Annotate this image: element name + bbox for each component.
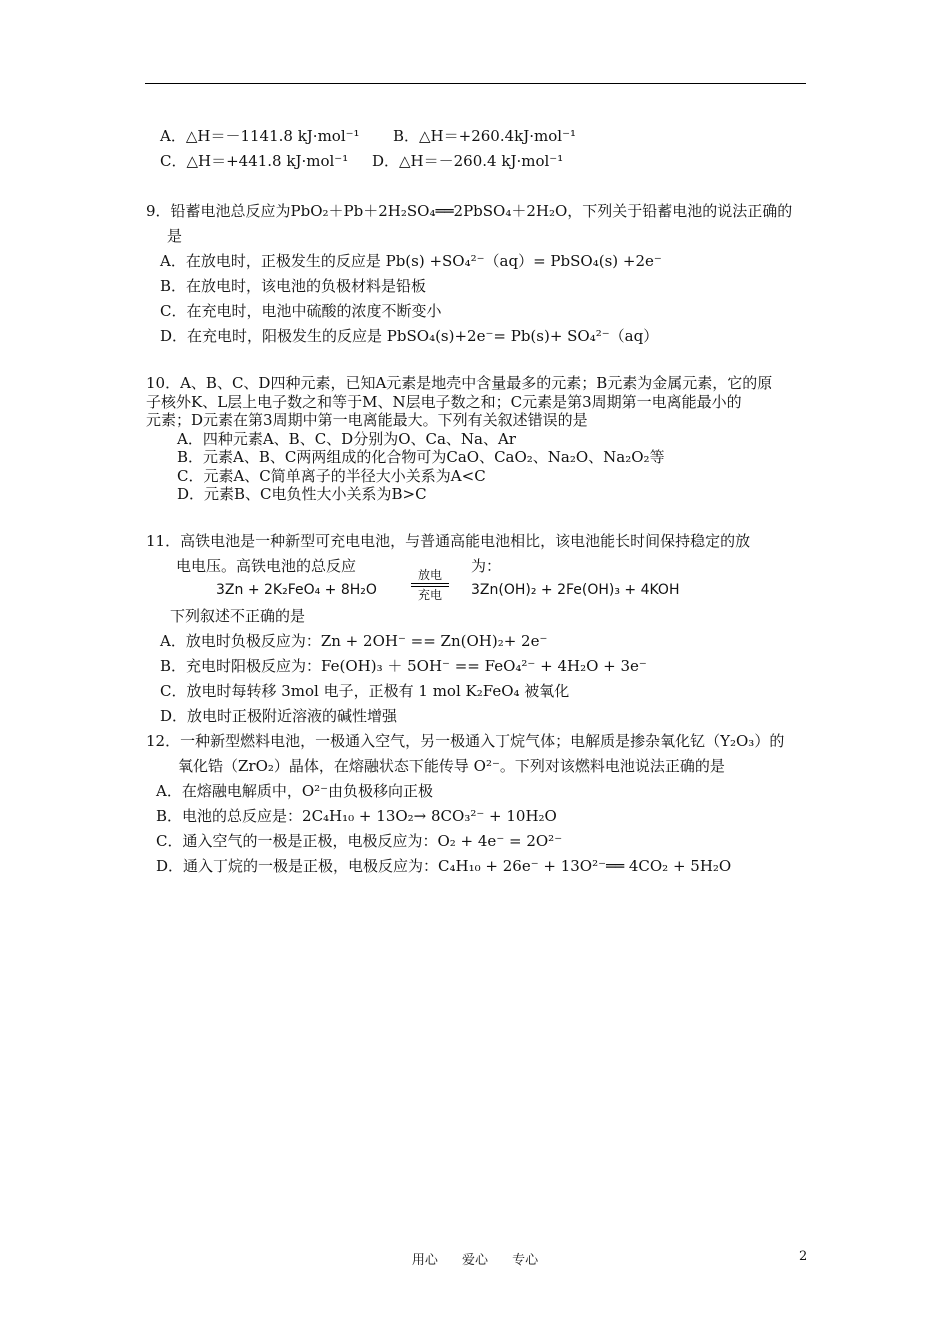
q8-option-c: C．△H＝+441.8 kJ·mol⁻¹ [160, 152, 349, 170]
q8-option-b: B．△H＝+260.4kJ·mol⁻¹ [393, 127, 577, 145]
q11-equation-products: 3Zn(OH)₂ + 2Fe(OH)₃ + 4KOH [471, 582, 680, 598]
q12-option-d: D．通入丁烷的一极是正极，电极反应为：C₄H₁₀ + 26e⁻ + 13O²⁻══ 4CO₂ + 5H₂O [156, 857, 732, 875]
q11-option-a: A．放电时负极反应为：Zn + 2OH⁻ == Zn(OH)₂+ 2e⁻ [160, 632, 548, 650]
q9-option-d: D．在充电时，阳极发生的反应是 PbSO₄(s)+2e⁻= Pb(s)+ SO₄²⁻（aq） [160, 327, 659, 345]
q11-stem-line1: 11．高铁电池是一种新型可充电电池，与普通高能电池相比，该电池能长时间保持稳定的放 [146, 532, 751, 550]
page-footer: 用心 爱心 专心 [411, 1253, 539, 1268]
q9-option-c: C．在充电时，电池中硫酸的浓度不断变小 [160, 302, 442, 320]
q11-option-c: C．放电时每转移 3mol 电子，正极有 1 mol K₂FeO₄ 被氧化 [160, 682, 570, 700]
q11-option-b: B．充电时阳极反应为：Fe(OH)₃ ＋ 5OH⁻ == FeO₄²⁻ + 4H₂O + 3e⁻ [160, 657, 647, 675]
q10-stem-line3: 元素；D元素在第3周期中第一电离能最大。下列有关叙述错误的是 [146, 411, 588, 429]
header-rule [145, 83, 806, 84]
q12-option-c: C．通入空气的一极是正极，电极反应为：O₂ + 4e⁻ = 2O²⁻ [156, 832, 563, 850]
q9-stem-line1: 9．铅蓄电池总反应为PbO₂＋Pb＋2H₂SO₄══2PbSO₄＋2H₂O，下列关于铅蓄电池的说法正确的 [146, 202, 793, 220]
q11-equation-reactants: 3Zn + 2K₂FeO₄ + 8H₂O [216, 582, 377, 598]
q11-arrow-charge-label: 充电 [417, 588, 442, 602]
q12-option-a: A．在熔融电解质中，O²⁻由负极移向正极 [156, 782, 434, 800]
q9-option-a: A．在放电时，正极发生的反应是 Pb(s) +SO₄²⁻（aq）= PbSO₄(s) +2e⁻ [160, 252, 662, 270]
q11-stem-line2-end: 为： [471, 557, 502, 575]
q11-arrow-discharge-label: 放电 [417, 568, 442, 582]
q12-stem-line1: 12．一种新型燃料电池，一极通入空气，另一极通入丁烷气体；电解质是掺杂氧化钇（Y₂O₃）的 [146, 732, 785, 750]
q12-stem-line2: 氧化锆（ZrO₂）晶体，在熔融状态下能传导 O²⁻。下列对该燃料电池说法正确的是 [178, 757, 725, 775]
q11-stem-line3: 下列叙述不正确的是 [170, 607, 306, 625]
q8-option-a: A．△H＝－1141.8 kJ·mol⁻¹ [160, 127, 360, 145]
q9-stem-line2: 是 [167, 227, 183, 245]
q9-option-b: B．在放电时，该电池的负极材料是铅板 [160, 277, 427, 295]
q10-option-b: B．元素A、B、C两两组成的化合物可为CaO、CaO₂、Na₂O、Na₂O₂等 [177, 448, 665, 466]
q10-stem-line1: 10．A、B、C、D四种元素，已知A元素是地壳中含量最多的元素；B元素为金属元素，它的原 [146, 374, 773, 392]
q10-option-a: A．四种元素A、B、C、D分别为O、Ca、Na、Ar [177, 430, 516, 448]
q11-option-d: D．放电时正极附近溶液的碱性增强 [160, 707, 398, 725]
double-arrow-icon [411, 583, 449, 587]
page-number: 2 [799, 1249, 808, 1264]
q10-option-d: D．元素B、C电负性大小关系为B>C [177, 485, 427, 503]
q11-stem-line2: 电电压。高铁电池的总反应 [176, 557, 357, 575]
q8-option-d: D．△H＝－260.4 kJ·mol⁻¹ [372, 152, 564, 170]
q11-equation-arrow [407, 568, 453, 602]
q10-option-c: C．元素A、C简单离子的半径大小关系为A<C [177, 467, 486, 485]
q10-stem-line2: 子核外K、L层上电子数之和等于M、N层电子数之和；C元素是第3周期第一电离能最小的 [146, 393, 742, 411]
q12-option-b: B．电池的总反应是：2C₄H₁₀ + 13O₂→ 8CO₃²⁻ + 10H₂O [156, 807, 557, 825]
